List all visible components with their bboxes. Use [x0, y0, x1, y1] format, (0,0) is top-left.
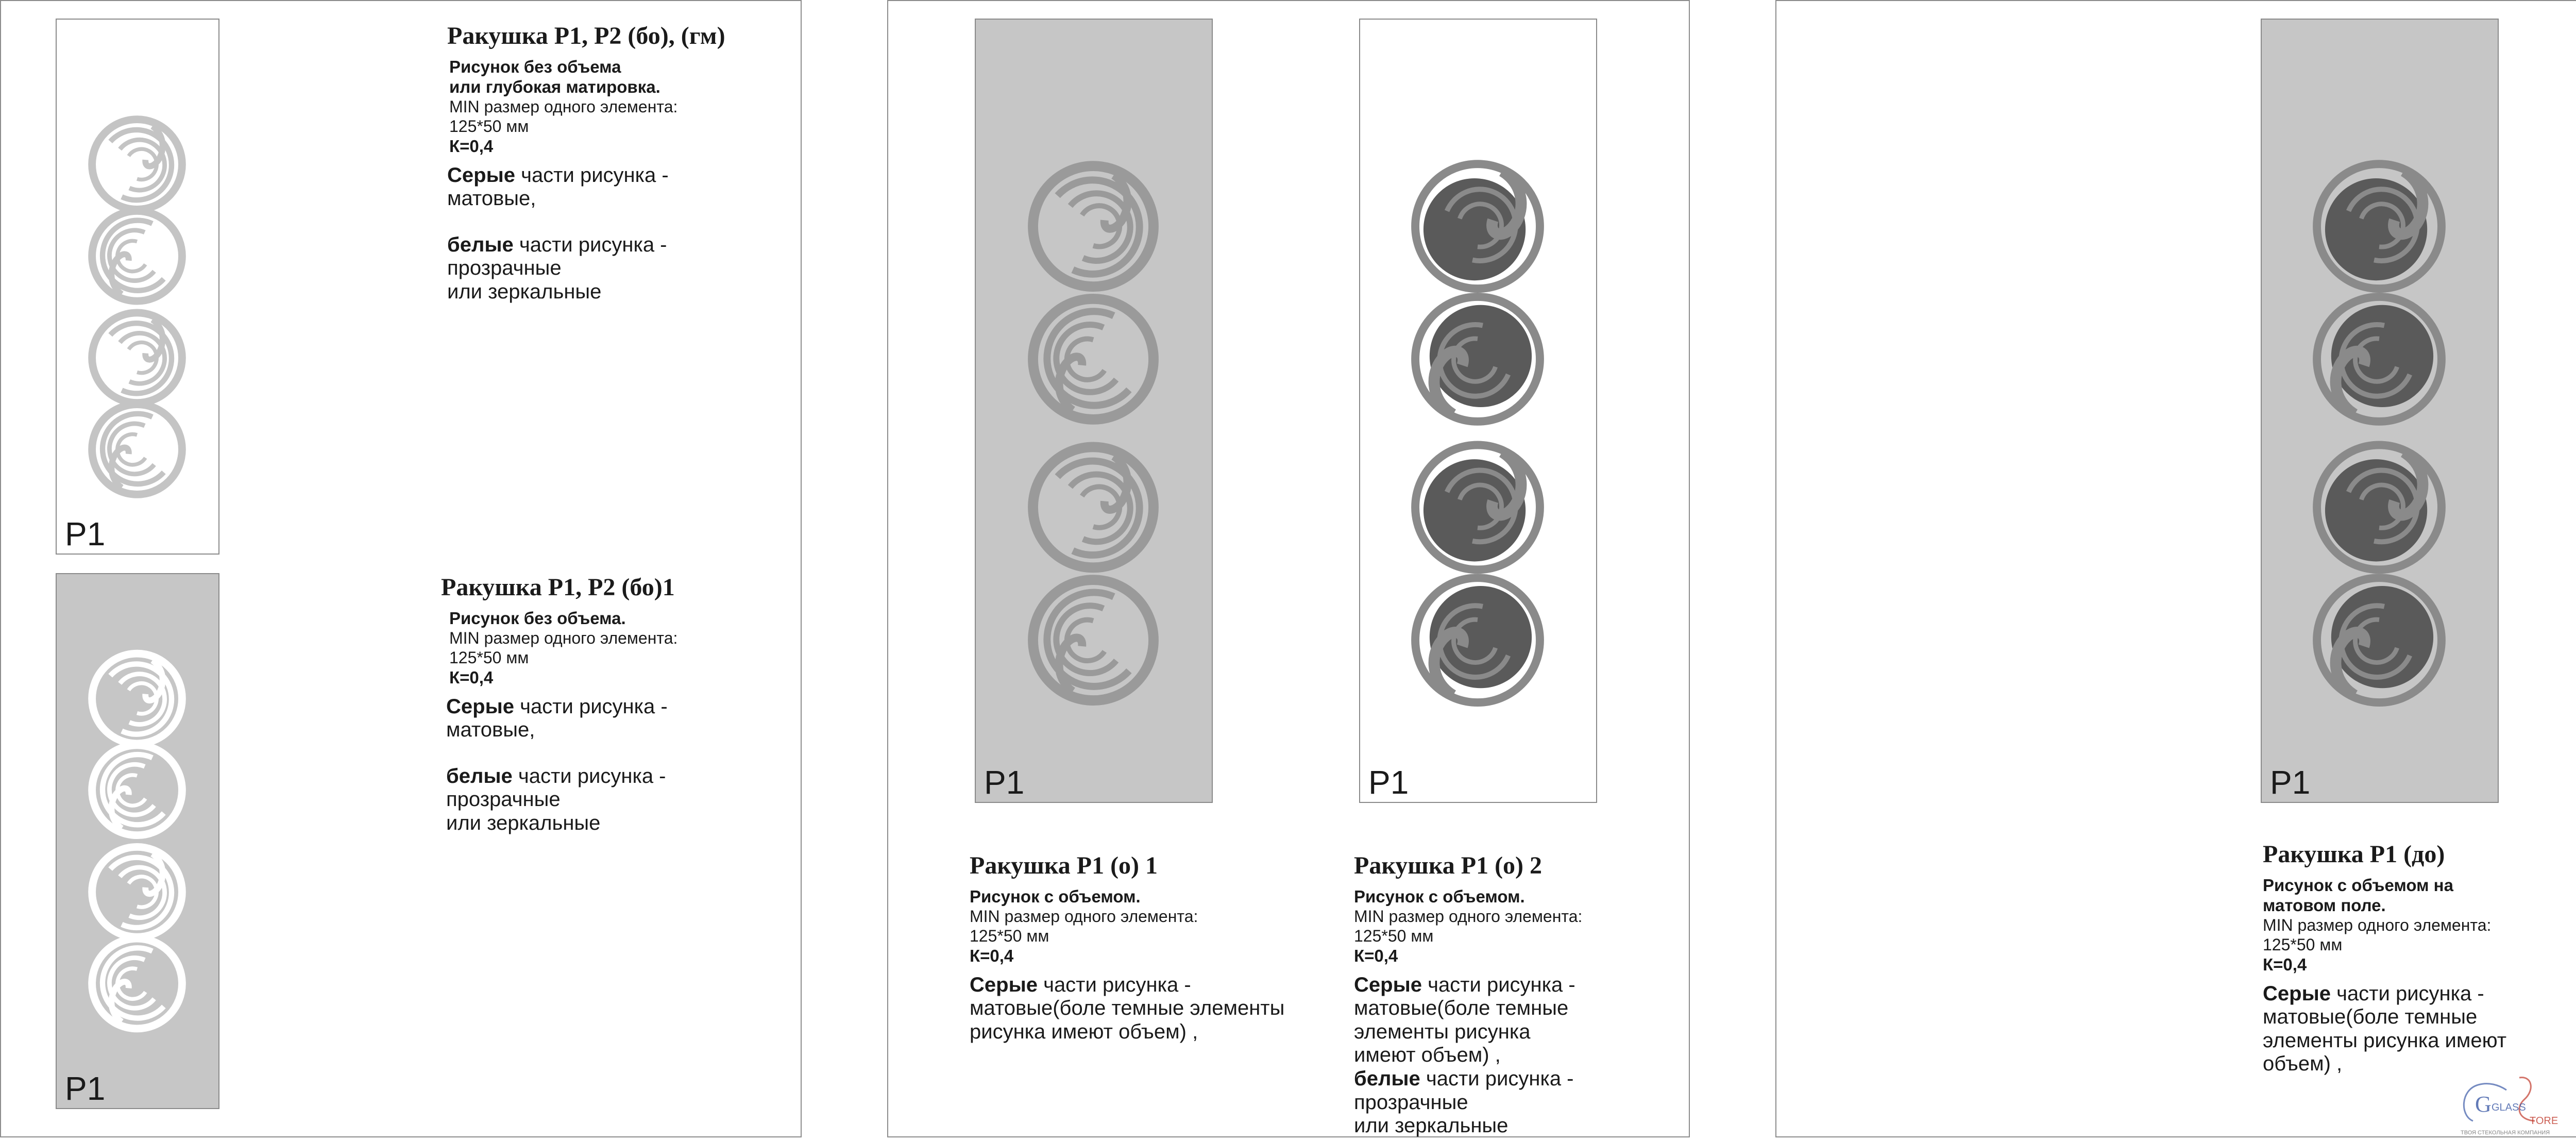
- panel-label: P1: [984, 764, 1025, 801]
- pattern-panel-volume-matte: [2261, 19, 2499, 803]
- size-value: 125*50 мм: [449, 116, 529, 136]
- white-parts-text: прозрачные: [447, 257, 562, 280]
- white-parts-label: белые: [1354, 1067, 1420, 1090]
- block-title: Ракушка Р1 (о) 1: [970, 852, 1158, 879]
- gray-parts-label: Серые: [1354, 973, 1422, 996]
- block-title: Ракушка Р1 (о) 2: [1354, 852, 1543, 879]
- gray-parts-text: части рисунка -: [515, 163, 669, 187]
- size-value: 125*50 мм: [2263, 935, 2343, 954]
- description-line: матовом поле.: [2263, 896, 2386, 915]
- gray-parts-text: части рисунка -: [1037, 973, 1191, 996]
- white-parts-text: прозрачные: [446, 788, 561, 811]
- gray-parts-text: рисунка имеют объем) ,: [970, 1020, 1198, 1043]
- shell-ornament: [57, 574, 218, 1108]
- size-value: 125*50 мм: [1354, 926, 1434, 945]
- gray-parts-text: объем) ,: [2263, 1052, 2343, 1076]
- gray-parts-label: Серые: [446, 695, 514, 718]
- gray-parts-text: матовые(боле темные: [2263, 1005, 2478, 1029]
- shell-ornament: [57, 20, 218, 554]
- white-parts-text: части рисунка -: [512, 764, 666, 787]
- shell-ornament: [1360, 20, 1596, 802]
- panel-label: P1: [2270, 764, 2311, 801]
- description-line: Рисунок с объемом.: [1354, 887, 1525, 907]
- logo-word-1: GLASS: [2492, 1102, 2526, 1113]
- block-title: Ракушка Р1 (до): [2263, 841, 2445, 868]
- description-block-5: [2263, 840, 2531, 1076]
- white-parts-text: или зеркальные: [1354, 1114, 1509, 1137]
- min-size-label: MIN размер одного элемента:: [970, 907, 1198, 926]
- gray-parts-text: части рисунка -: [1421, 973, 1575, 996]
- min-size-label: MIN размер одного элемента:: [449, 629, 678, 648]
- white-parts-text: прозрачные: [1354, 1091, 1468, 1114]
- description-block-4: [1354, 851, 1684, 1138]
- gray-parts-label: Серые: [970, 973, 1038, 996]
- white-parts-text: части рисунка -: [1420, 1067, 1574, 1090]
- pattern-panel-volume-2: [1359, 19, 1597, 803]
- description-line: Рисунок без объема: [449, 57, 621, 77]
- shell-ornament: [976, 20, 1212, 802]
- description-line: Рисунок с объемом.: [970, 887, 1141, 907]
- shell-ornament: [2262, 20, 2498, 802]
- gray-parts-text: матовые(боле темные: [1354, 997, 1569, 1020]
- logo-mark: [2458, 1075, 2576, 1137]
- panel-label: P1: [1368, 764, 1409, 801]
- white-parts-label: белые: [447, 233, 514, 256]
- gray-parts-text: имеют объем) ,: [1354, 1044, 1501, 1067]
- k-value: К=0,4: [449, 136, 494, 156]
- logo-word-2: TORE: [2530, 1115, 2558, 1127]
- k-value: К=0,4: [2263, 954, 2307, 974]
- block-title: Ракушка Р1, Р2 (бо)1: [441, 574, 675, 601]
- block-title: Ракушка Р1, Р2 (бо), (гм): [447, 22, 725, 49]
- white-parts-label: белые: [446, 764, 513, 787]
- gray-parts-text: матовые,: [446, 718, 535, 742]
- white-parts-text: части рисунка -: [513, 233, 667, 256]
- k-value: К=0,4: [1354, 946, 1398, 965]
- k-value: К=0,4: [970, 946, 1014, 965]
- gray-parts-text: части рисунка -: [514, 695, 668, 718]
- gray-parts-label: Серые: [447, 163, 515, 187]
- pattern-panel-gray-white: [56, 573, 219, 1109]
- k-value: К=0,4: [449, 667, 494, 687]
- panel-label: P1: [65, 515, 106, 552]
- gray-parts-text: элементы рисунка: [1354, 1020, 1531, 1043]
- description-block-3: [970, 851, 1341, 1044]
- gray-parts-label: Серые: [2263, 982, 2331, 1005]
- white-parts-text: или зеркальные: [447, 280, 602, 303]
- gray-parts-text: матовые(боле темные элементы: [970, 997, 1285, 1020]
- description-line: Рисунок с объемом на: [2263, 876, 2453, 895]
- min-size-label: MIN размер одного элемента:: [449, 97, 678, 116]
- logo-tagline: ТВОЯ СТЕКОЛЬНАЯ КОМПАНИЯ: [2461, 1130, 2550, 1136]
- description-block-2: [441, 573, 771, 835]
- panel-label: P1: [65, 1070, 106, 1107]
- description-line: или глубокая матировка.: [449, 77, 660, 97]
- glass-store-logo: [2458, 1075, 2576, 1137]
- svg-text:G: G: [2475, 1092, 2492, 1117]
- gray-parts-text: части рисунка -: [2330, 982, 2484, 1005]
- min-size-label: MIN размер одного элемента:: [1354, 907, 1583, 926]
- description-line: Рисунок без объема.: [449, 609, 626, 628]
- size-value: 125*50 мм: [970, 926, 1049, 945]
- description-block-1: [447, 22, 777, 304]
- min-size-label: MIN размер одного элемента:: [2263, 916, 2492, 935]
- white-parts-text: или зеркальные: [446, 811, 601, 834]
- pattern-panel-white-outline: [56, 19, 219, 555]
- pattern-panel-volume-1: [975, 19, 1213, 803]
- gray-parts-text: элементы рисунка имеют: [2263, 1029, 2507, 1052]
- size-value: 125*50 мм: [449, 648, 529, 667]
- gray-parts-text: матовые,: [447, 187, 536, 210]
